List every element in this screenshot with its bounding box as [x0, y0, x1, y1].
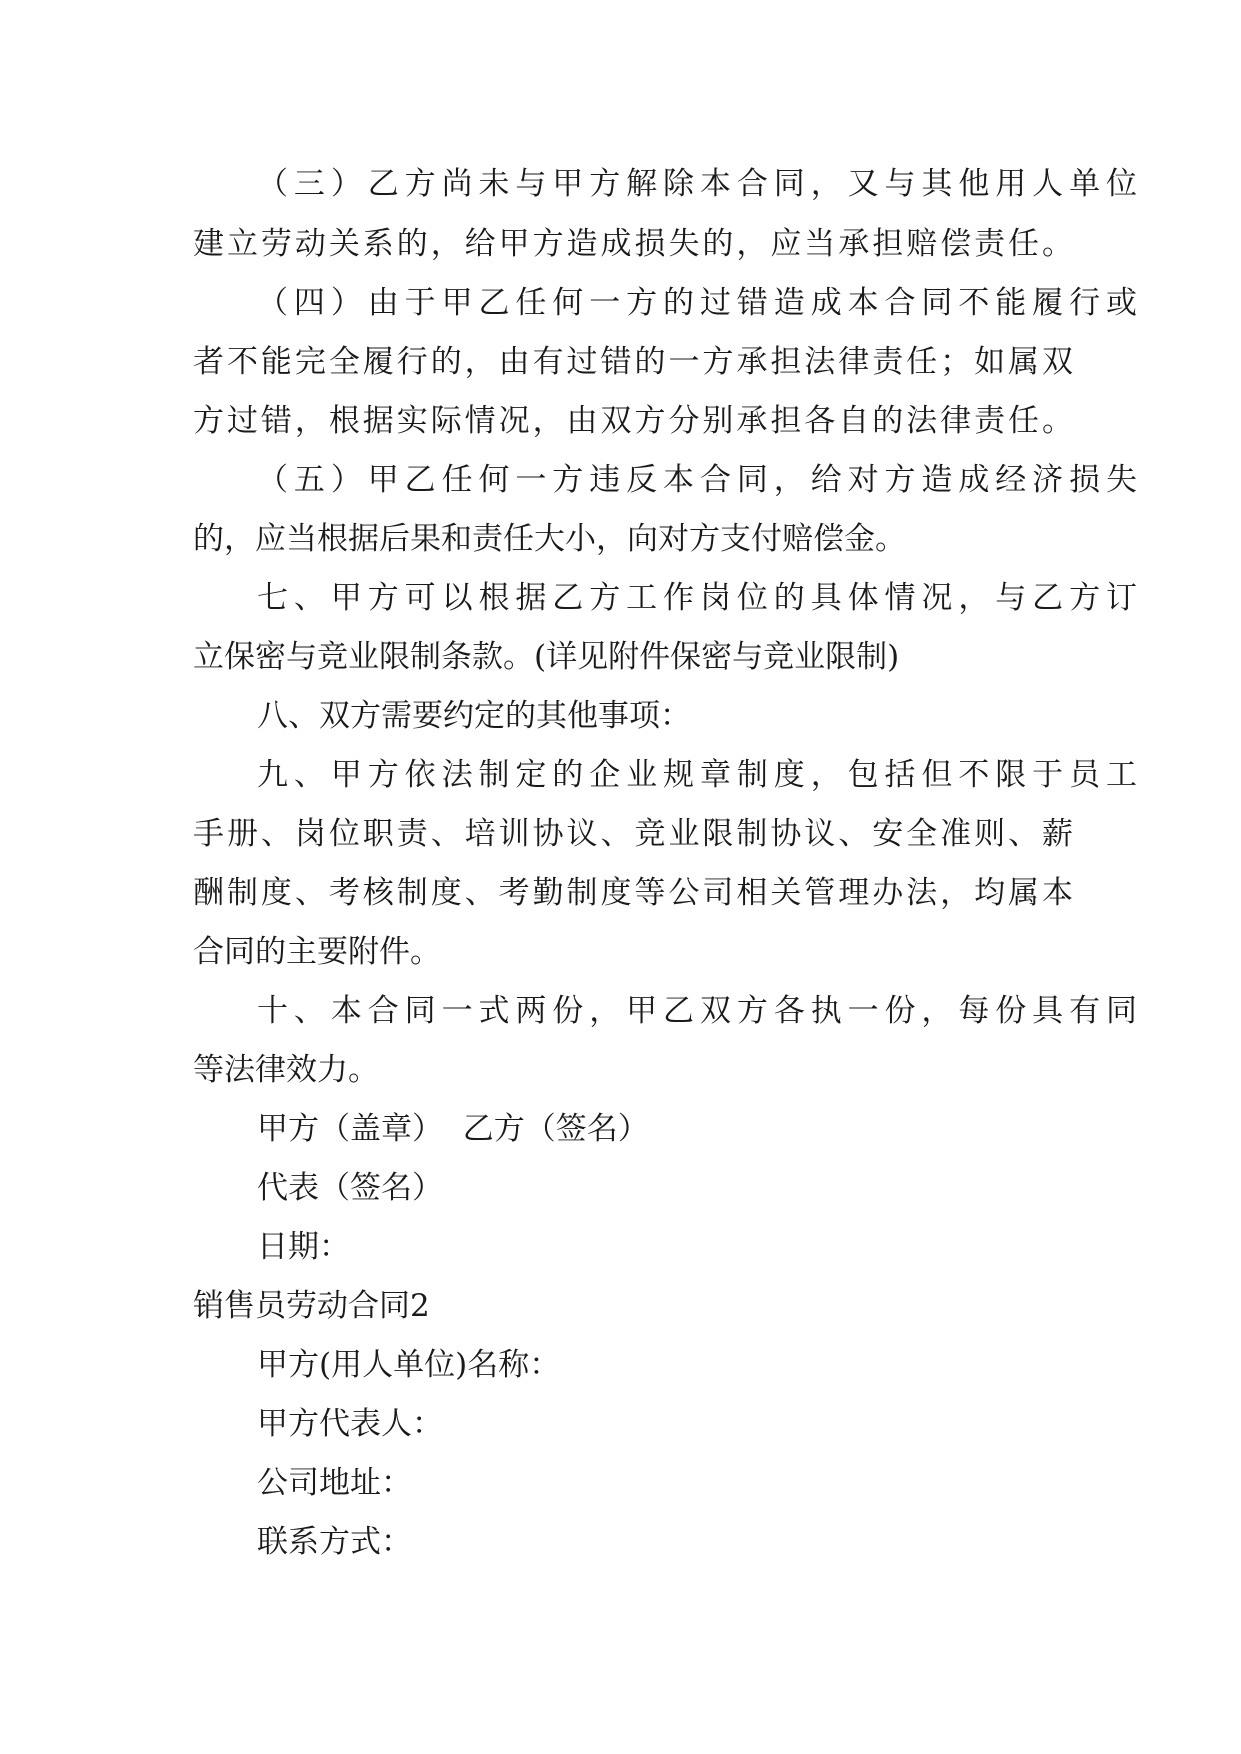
field-line: 公司地址： [257, 1465, 412, 1501]
paragraph-line: 者不能完全履行的，由有过错的一方承担法律责任；如属双 [193, 344, 1073, 380]
field-line: 甲方代表人： [257, 1406, 443, 1442]
paragraph-line: （三）乙方尚未与甲方解除本合同，又与其他用人单位 [257, 166, 1137, 202]
date-line: 日期： [257, 1229, 350, 1265]
paragraph-line: 合同的主要附件。 [193, 934, 441, 970]
paragraph-line: 等法律效力。 [193, 1052, 379, 1088]
paragraph-line: 酬制度、考核制度、考勤制度等公司相关管理办法，均属本 [193, 875, 1073, 911]
paragraph-line: 建立劳动关系的，给甲方造成损失的，应当承担赔偿责任。 [193, 226, 1073, 262]
section-heading: 销售员劳动合同2 [193, 1288, 430, 1324]
paragraph-line: 方过错，根据实际情况，由双方分别承担各自的法律责任。 [193, 403, 1073, 439]
field-line: 甲方(用人单位)名称： [257, 1347, 561, 1383]
signature-line: 甲方（盖章） 乙方（签名） [257, 1111, 649, 1147]
paragraph-line: 八、双方需要约定的其他事项： [257, 698, 691, 734]
paragraph-line: 十、本合同一式两份，甲乙双方各执一份，每份具有同 [257, 993, 1137, 1029]
paragraph-line: （五）甲乙任何一方违反本合同，给对方造成经济损失 [257, 462, 1137, 498]
representative-line: 代表（签名） [257, 1170, 443, 1206]
paragraph-line: 立保密与竞业限制条款。(详见附件保密与竞业限制) [193, 639, 900, 675]
field-line: 联系方式： [257, 1524, 412, 1560]
paragraph-line: （四）由于甲乙任何一方的过错造成本合同不能履行或 [257, 285, 1137, 321]
paragraph-line: 七、甲方可以根据乙方工作岗位的具体情况，与乙方订 [257, 580, 1137, 616]
paragraph-line: 九、甲方依法制定的企业规章制度，包括但不限于员工 [257, 757, 1137, 793]
paragraph-line: 手册、岗位职责、培训协议、竞业限制协议、安全准则、薪 [193, 816, 1073, 852]
paragraph-line: 的，应当根据后果和责任大小，向对方支付赔偿金。 [193, 521, 906, 557]
